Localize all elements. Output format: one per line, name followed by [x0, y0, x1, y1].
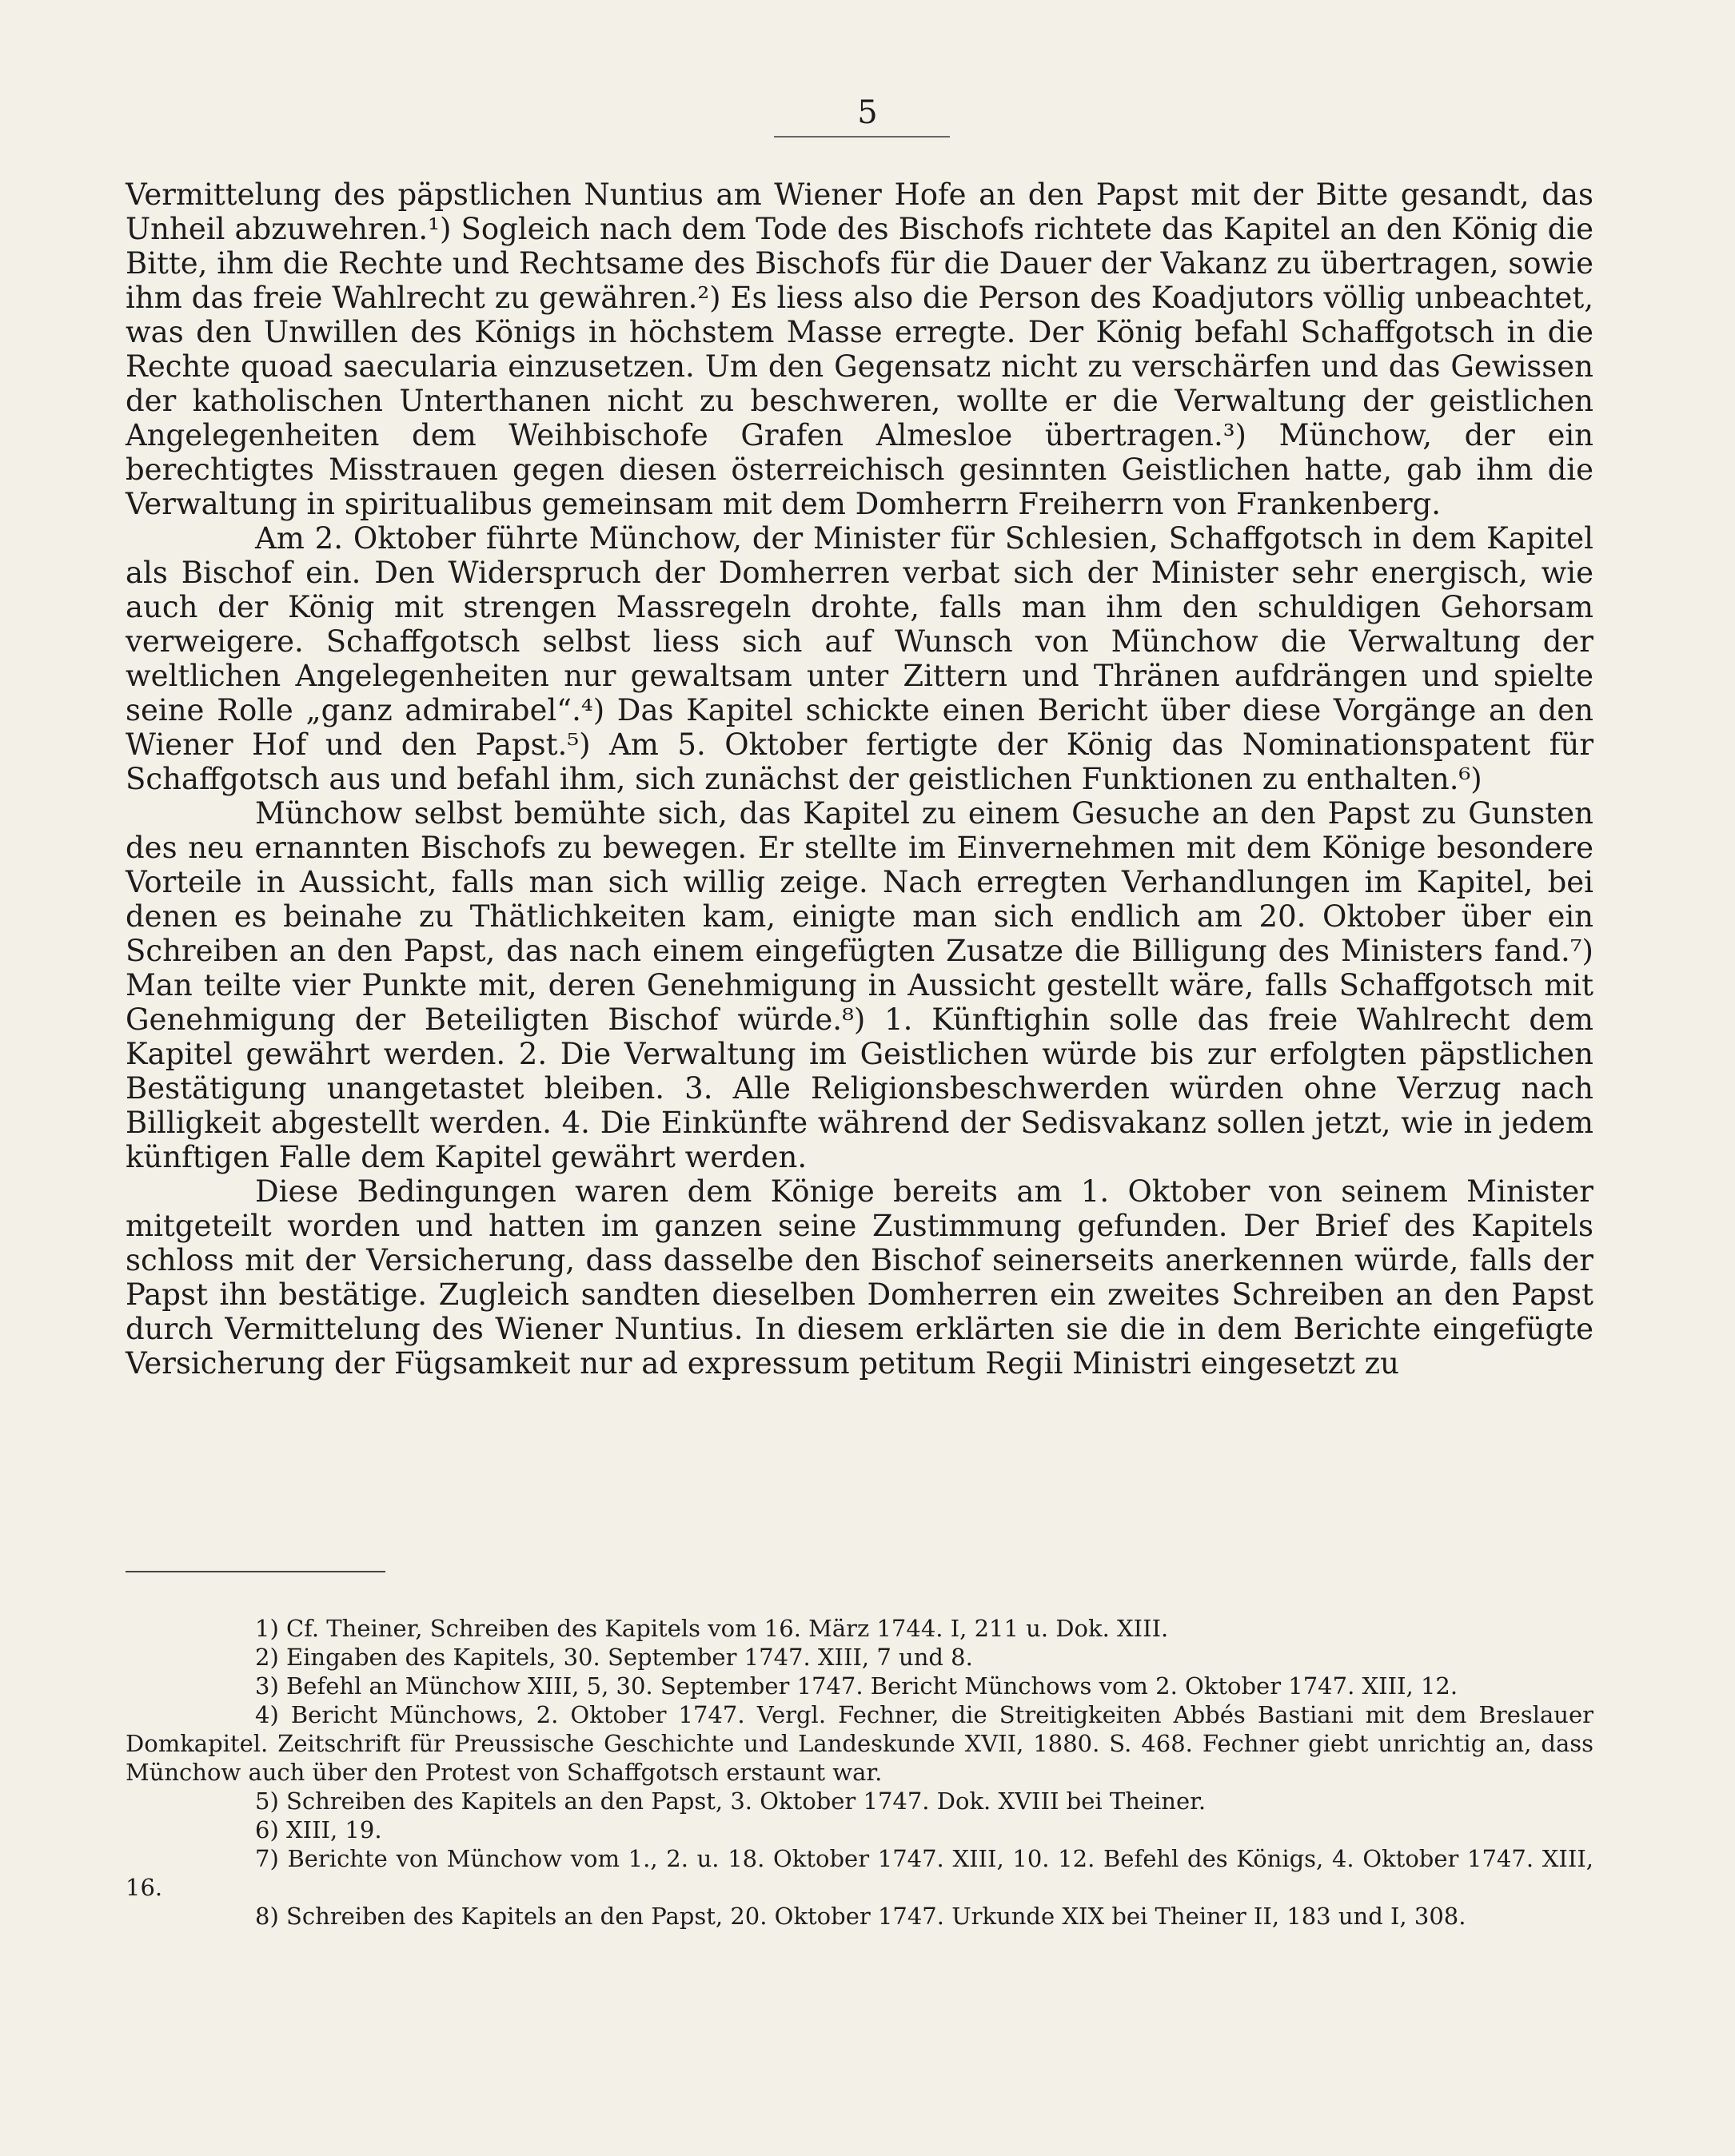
footnote: 7) Berichte von Münchow vom 1., 2. u. 18. Oktober 1747. XIII, 10. 12. Befehl des Königs, 4. Oktober 1747. XIII, 16.: [126, 1845, 1593, 1901]
footnote: 3) Befehl an Münchow XIII, 5, 30. September 1747. Bericht Münchows vom 2. Oktober 1747. XIII, 12.: [255, 1672, 1458, 1700]
paragraph: Münchow selbst bemühte sich, das Kapitel zu einem Gesuche an den Papst zu Gunsten des neu ernannten Bischofs zu bewegen. Er stellte im Einvernehmen mit dem Könige besondere Vorteile in Aussicht, falls man sich willig zeige. Nach erregten Verhandlungen im Kapitel, bei denen es beinahe zu Thätlichkeiten kam, einigte man sich endlich am 20. Oktober über ein Schreiben an den Papst, das nach einem eingefügten Zusatze die Billigung des Ministers fand.⁷) Man teilte vier Punkte mit, deren Genehmigung in Aussicht gestellt wäre, falls Schaffgotsch mit Genehmigung der Beteiligten Bischof würde.⁸) 1. Künftighin solle das freie Wahlrecht dem Kapitel gewährt werden. 2. Die Verwaltung im Geistlichen würde bis zur erfolgten päpstlichen Bestätigung unangetastet bleiben. 3. Alle Religionsbeschwerden würden ohne Verzug nach Billigkeit abgestellt werden. 4. Die Einkünfte während der Sedisvakanz sollen jetzt, wie in jedem künftigen Falle dem Kapitel gewährt werden.: [126, 796, 1593, 1174]
footnote: 6) XIII, 19.: [255, 1816, 382, 1843]
footnote: 5) Schreiben des Kapitels an den Papst, 3. Oktober 1747. Dok. XVIII bei Theiner.: [255, 1787, 1207, 1815]
paragraph: Diese Bedingungen waren dem Könige bereits am 1. Oktober von seinem Minister mitgeteilt worden und hatten im ganzen seine Zustimmung gefunden. Der Brief des Kapitels schloss mit der Versicherung, dass dasselbe den Bischof seinerseits anerkennen würde, falls der Papst ihn bestätige. Zugleich sandten dieselben Domherren ein zweites Schreiben an den Papst durch Vermittelung des Wiener Nuntius. In diesem erklärten sie die in dem Berichte eingefügte Versicherung der Fügsamkeit nur ad expressum petitum Regii Ministri eingesetzt zu: [126, 1174, 1593, 1381]
paragraph: Am 2. Oktober führte Münchow, der Minister für Schlesien, Schaffgotsch in dem Kapitel als Bischof ein. Den Widerspruch der Domherren verbat sich der Minister sehr energisch, wie auch der König mit strengen Massregeln drohte, falls man ihm den schuldigen Gehorsam verweigere. Schaffgotsch selbst liess sich auf Wunsch von Münchow die Verwaltung der weltlichen Angelegenheiten nur gewaltsam unter Zittern und Thränen aufdrängen und spielte seine Rolle „ganz admirabel“.⁴) Das Kapitel schickte einen Bericht über diese Vorgänge an den Wiener Hof und den Papst.⁵) Am 5. Oktober fertigte der König das Nominationspatent für Schaffgotsch aus und befahl ihm, sich zunächst der geistlichen Funktionen zu enthalten.⁶): [126, 521, 1593, 796]
page-number: 5: [857, 94, 878, 131]
footnotes: [126, 1614, 1593, 1931]
paragraph: Vermittelung des päpstlichen Nuntius am Wiener Hofe an den Papst mit der Bitte gesandt, das Unheil abzuwehren.¹) Sogleich nach dem Tode des Bischofs richtete das Kapitel an den König die Bitte, ihm die Rechte und Rechtsame des Bischofs für die Dauer der Vakanz zu übertragen, sowie ihm das freie Wahlrecht zu gewähren.²) Es liess also die Person des Koadjutors völlig unbeachtet, was den Unwillen des Königs in höchstem Masse erregte. Der König befahl Schaffgotsch in die Rechte quoad saecularia einzusetzen. Um den Gegensatz nicht zu verschärfen und das Gewissen der katholischen Unterthanen nicht zu beschweren, wollte er die Verwaltung der geistlichen Angelegenheiten dem Weihbischofe Grafen Almesloe übertragen.³) Münchow, der ein berechtigtes Misstrauen gegen diesen österreichisch gesinnten Geistlichen hatte, gab ihm die Verwaltung in spiritualibus gemeinsam mit dem Domherrn Freiherrn von Frankenberg.: [126, 177, 1593, 521]
header-rule: [774, 136, 950, 137]
footnote: 8) Schreiben des Kapitels an den Papst, 20. Oktober 1747. Urkunde XIX bei Theiner II, 183 und I, 308.: [255, 1903, 1466, 1930]
footnote: 1) Cf. Theiner, Schreiben des Kapitels vom 16. März 1744. I, 211 u. Dok. XIII.: [255, 1615, 1169, 1642]
footnote-rule: [126, 1571, 385, 1572]
footnote: 4) Bericht Münchows, 2. Oktober 1747. Vergl. Fechner, die Streitigkeiten Abbés Bastiani mit dem Breslauer Domkapitel. Zeitschrift für Preussische Geschichte und Landeskunde XVII, 1880. S. 468. Fechner giebt unrichtig an, dass Münchow auch über den Protest von Schaffgotsch erstaunt war.: [126, 1701, 1593, 1786]
body-text: [126, 177, 1593, 1381]
footnote: 2) Eingaben des Kapitels, 30. September 1747. XIII, 7 und 8.: [255, 1644, 973, 1671]
